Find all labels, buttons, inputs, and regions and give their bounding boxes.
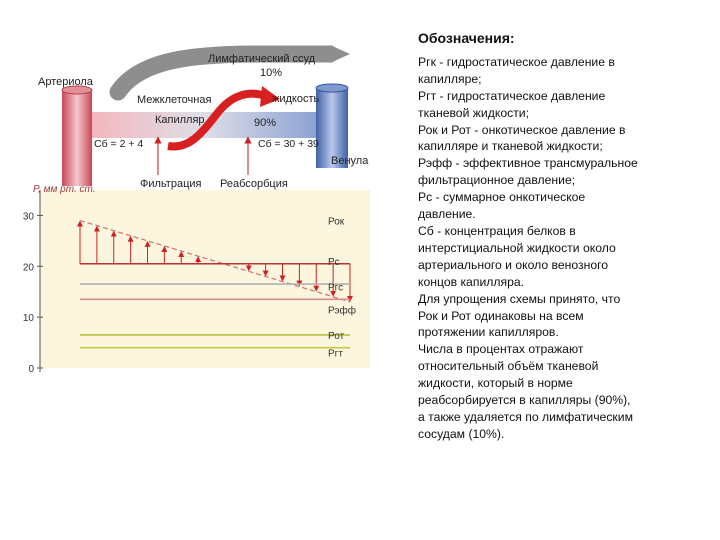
legend-line: давление. [418, 207, 476, 222]
legend-line: Рс - суммарное онкотическое [418, 190, 586, 205]
legend-line: Числа в процентах отражают [418, 342, 584, 357]
capillary-label: Капилляр [155, 114, 205, 126]
legend-line: интерстициальной жидкости около [418, 240, 616, 255]
legend-line: Ргк - гидростатическое давление в [418, 54, 615, 69]
legend-line: концов капилляра. [418, 274, 525, 289]
y-tick-label: 30 [22, 211, 34, 223]
series-label: Рс [328, 257, 340, 269]
legend-line: капилляре; [418, 71, 482, 86]
legend-line: сосудам (10%). [418, 426, 505, 441]
legend-line: Сб - концентрация белков в [418, 223, 576, 238]
y-axis-label: Р, мм рт. ст. [33, 184, 96, 195]
arteriole [62, 86, 92, 186]
legend-line: а также удаляется по лимфатическим [418, 409, 633, 424]
legend-line: жидкости, который в норме [418, 376, 573, 391]
interstitial-label: Межклеточная [137, 94, 212, 106]
legend-line: артериального и около венозного [418, 257, 609, 272]
legend-line: фильтрационное давление; [418, 173, 576, 188]
legend-line: Рэфф - эффективное трансмуральное [418, 156, 638, 171]
series-label: Рот [328, 330, 345, 342]
legend-line: Ргт - гидростатическое давление [418, 88, 606, 103]
legend-title: Обозначения: [418, 30, 515, 46]
venule-label: Венула [331, 155, 369, 167]
reabsorption-label: Реабсорбция [220, 178, 288, 190]
filtration-label: Фильтрация [140, 178, 202, 190]
legend-body [418, 54, 708, 443]
legend-line: капилляре и тканевой жидкости; [418, 139, 603, 154]
legend-line: Для упрощения схемы принято, что [418, 291, 621, 306]
cb-left-label: Сб = 2 + 4 [94, 138, 144, 150]
arteriole-label: Артериола [38, 76, 93, 88]
capillary-filtration-diagram [0, 0, 400, 400]
lymph-vessel-end [330, 45, 350, 63]
series-label: Ргс [328, 282, 344, 294]
legend-line: Рок и Рот одинаковы на всем [418, 308, 584, 323]
interstitial-label-right: жидкость [272, 93, 320, 105]
legend-line: тканевой жидкости; [418, 105, 529, 120]
series-label: Рэфф [328, 305, 357, 317]
lymph-vessel-label: Лимфатический ссуд [208, 53, 316, 65]
legend-line: относительный объём тканевой [418, 359, 599, 374]
lymph-percent-label: 10% [260, 67, 283, 79]
legend-line: протяжении капилляров. [418, 325, 559, 340]
legend-panel [418, 30, 708, 443]
legend-line: реабсорбируется в капилляры (90%), [418, 393, 631, 408]
cb-right-label: Сб = 30 + 39 [258, 138, 319, 150]
reabsorb-percent-label: 90% [254, 117, 277, 129]
legend-line: Рок и Рот - онкотическое давление в [418, 122, 626, 137]
pressure-chart [23, 184, 370, 375]
y-tick-label: 10 [22, 313, 34, 325]
series-label: Ргт [328, 348, 343, 360]
chart-plot-area [40, 190, 370, 368]
y-tick-label: 0 [28, 364, 34, 375]
y-tick-label: 20 [22, 262, 34, 274]
series-label: Рок [328, 216, 345, 228]
